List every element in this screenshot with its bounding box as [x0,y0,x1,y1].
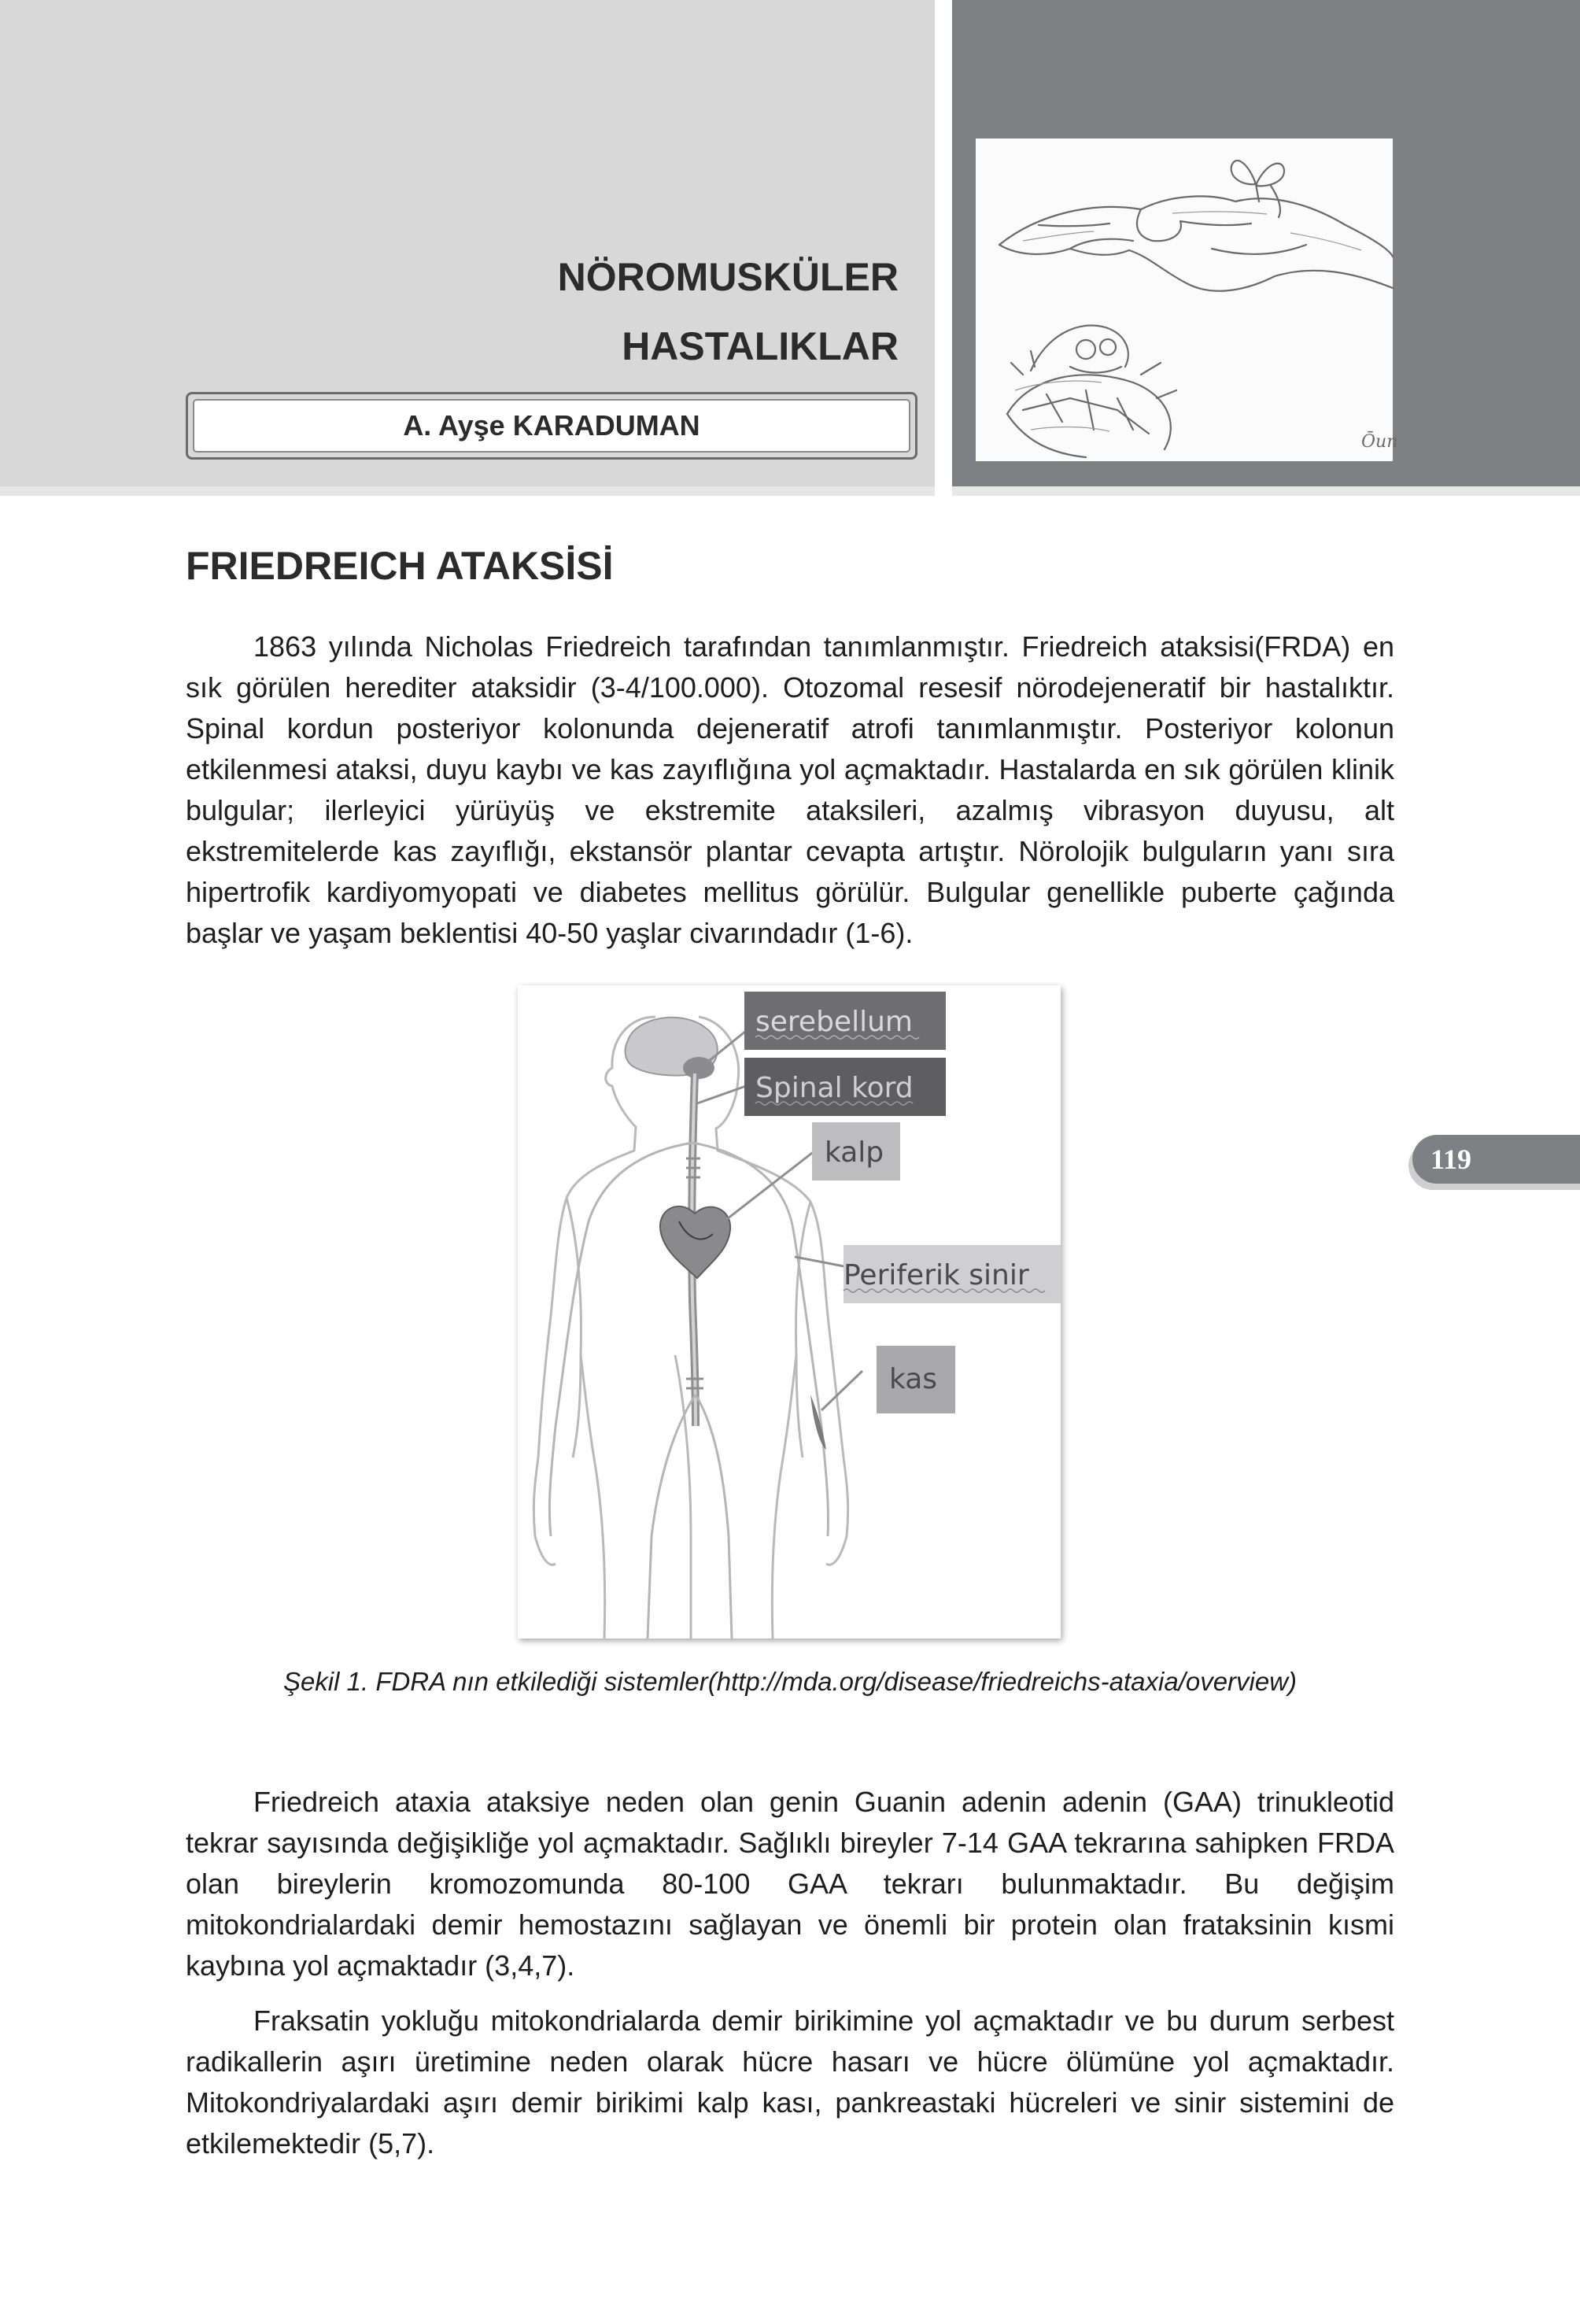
paragraph-intro: 1863 yılında Nicholas Friedreich tarafından tanımlanmıştır. Friedreich ataksisi(FRDA) en sık görülen herediter ataksidir (3-4/100.000). Otozomal resesif nörodejeneratif bir hastalıktır. Spinal kordun posteriyor kolonunda dejeneratif atrofi tanımlanmıştır. Posteriyor kolonun etkilenmesi ataksi, duyu kaybı ve kas zayıflığına yol açmaktadır. Hastalarda en sık görülen klinik bulgular; ilerleyici yürüyüş ve ekstremite ataksileri, azalmış vibrasyon duyusu, alt ekstremitelerde kas zayıflığı, ekstansör plantar cevapta artıştır. Nörolojik bulguların yanı sıra hipertrofik kardiyomyopati ve diabetes mellitus görülür. Bulgular genellikle puberte çağında başlar ve yaşam beklentisi 40-50 yaşlar civarındadır (1-6). [186,630,1394,949]
chapter-title [558,242,899,381]
label-serebellum: serebellum [755,1006,913,1038]
sketch-illustration [976,139,1398,461]
chapter-title-line2: HASTALIKLAR [622,324,899,368]
header-divider [0,486,935,496]
header-divider-right [952,486,1580,496]
section-title: FRIEDREICH ATAKSİSİ [186,544,614,588]
figure-body-diagram [518,985,1061,1639]
label-spinal-kord: Spinal kord [755,1072,914,1104]
label-periferik-sinir: Periferik sinir [844,1259,1029,1291]
paragraph-genetics: Friedreich ataxia ataksiye neden olan genin Guanin adenin adenin (GAA) trinukleotid tekrar sayısında değişikliğe yol açmaktadır. Sağlıklı bireyler 7-14 GAA tekrarına sahipken FRDA olan bireylerin kromozomunda 80-100 GAA tekrarı bulunmaktadır. Bu değişim mitokondrialardaki demir hemostazını sağlayan ve önemli bir protein olan frataksinin kısmi kaybına yol açmaktadır (3,4,7). [186,1786,1394,1982]
svg-text:Ōun: Ōun [1361,432,1398,452]
figure-caption: Şekil 1. FDRA nın etkilediği sistemler(http://mda.org/disease/friedreichs-ataxia/overview) [282,1667,1298,1696]
page-number: 119 [1430,1144,1472,1175]
label-kalp: kalp [825,1136,884,1169]
author-box [186,392,917,460]
paragraph-frataxin: Fraksatin yokluğu mitokondrialarda demir birikimine yol açmaktadır ve bu durum serbest radikallerin aşırı üretimine neden olarak hücre hasarı ve hücre ölümüne yol açmaktadır. Mitokondriyalardaki aşırı demir birikimi kalp kası, pankreastaki hücreleri ve sinir sistemini de etkilemektedir (5,7). [186,2004,1394,2160]
chapter-title-line1: NÖROMUSKÜLER [557,255,899,299]
body-systems-diagram [518,985,1061,1639]
hand-butterfly-sketch [976,139,1398,461]
author-name: A. Ayşe KARADUMAN [193,399,910,453]
label-kas: kas [889,1363,938,1395]
